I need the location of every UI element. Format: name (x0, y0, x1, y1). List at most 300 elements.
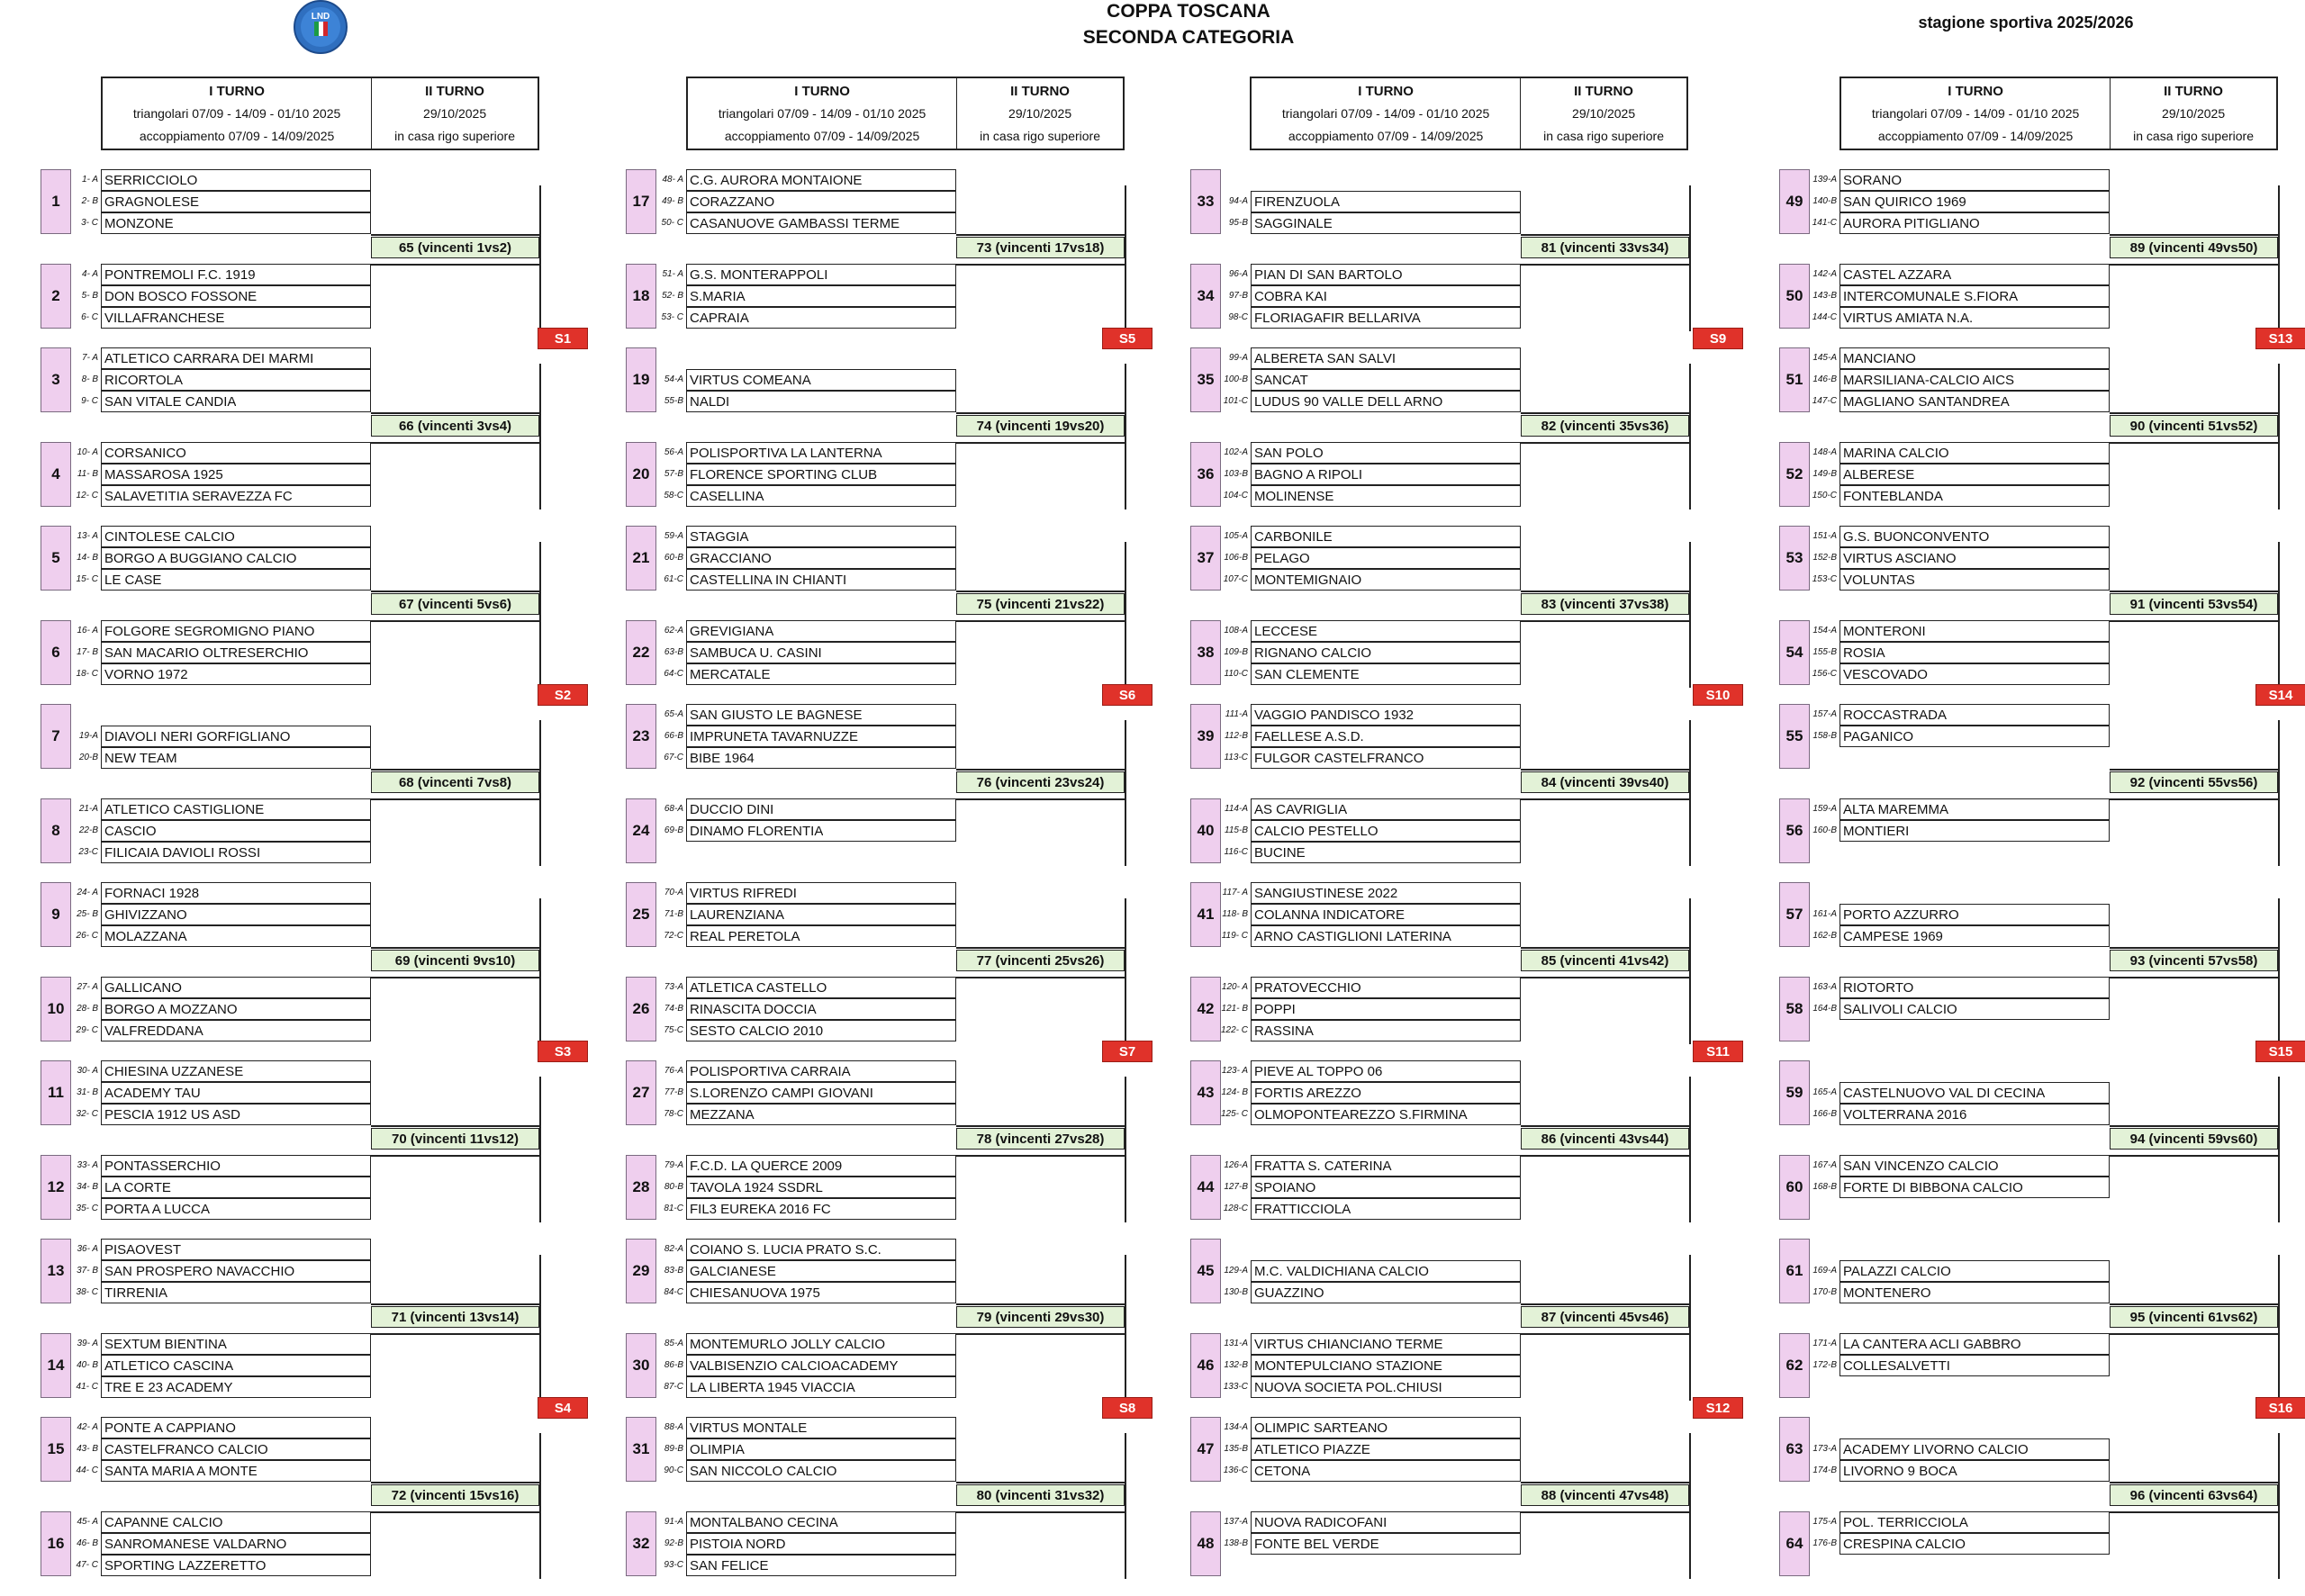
header-turno1: I TURNO (794, 84, 850, 100)
bracket-line (956, 798, 1125, 800)
header-turno2: II TURNO (1010, 84, 1070, 100)
team-code: 99-A (1228, 353, 1248, 363)
group-number: 40 (1190, 798, 1221, 863)
turno1-header (688, 78, 957, 149)
team-code: 172-B (1812, 1360, 1837, 1370)
team-code: 9- C (81, 396, 98, 406)
team-name: PAGANICO (1843, 728, 1914, 744)
team-name: CAPRAIA (690, 310, 749, 326)
team-row (1839, 1355, 2110, 1376)
group-number: 60 (1779, 1155, 1810, 1220)
team-name: VAGGIO PANDISCO 1932 (1254, 707, 1415, 723)
team-code: 64-C (664, 669, 683, 679)
team-row (1251, 882, 1521, 904)
team-name: GREVIGIANA (690, 623, 774, 639)
group-number: 6 (41, 620, 71, 685)
team-row (1251, 820, 1521, 842)
team-code: 63-B (664, 647, 683, 657)
team-row (686, 547, 956, 569)
team-name: MARINA CALCIO (1843, 445, 1949, 461)
team-row (1251, 977, 1521, 998)
team-code: 120- A (1221, 982, 1248, 992)
team-row (1251, 704, 1521, 726)
team-row (686, 925, 956, 947)
bracket-line (2110, 412, 2278, 414)
bracket-connector (1125, 720, 1126, 866)
team-code: 148-A (1812, 447, 1837, 457)
team-name: PIAN DI SAN BARTOLO (1254, 266, 1403, 283)
bracket-line (2110, 1125, 2278, 1127)
team-row (1839, 1104, 2110, 1125)
team-name: CORAZZANO (690, 194, 775, 210)
winner-slot: 91 (vincenti 53vs54) (2110, 593, 2278, 615)
bracket-connector (1689, 720, 1691, 866)
team-row (101, 1376, 371, 1398)
bracket-line (956, 1303, 1125, 1305)
team-row (686, 663, 956, 685)
team-code: 46- B (77, 1538, 98, 1548)
bracket-connector (1689, 1077, 1691, 1222)
team-name: VIRTUS AMIATA N.A. (1843, 310, 1974, 326)
semifinal-badge: S6 (1102, 684, 1152, 706)
team-name: VALBISENZIO CALCIOACADEMY (690, 1357, 899, 1374)
team-code: 44- C (76, 1465, 98, 1475)
team-code: 6- C (81, 312, 98, 322)
team-row (101, 1511, 371, 1533)
team-name: VIRTUS COMEANA (690, 372, 811, 388)
team-row (1251, 464, 1521, 485)
group-number: 12 (41, 1155, 71, 1220)
team-name: NEW TEAM (104, 750, 177, 766)
team-code: 124- B (1221, 1087, 1248, 1097)
team-code: 92-B (664, 1538, 683, 1548)
header-turno1-line3: accoppiamento 07/09 - 14/09/2025 (724, 128, 920, 143)
winner-slot: 94 (vincenti 59vs60) (2110, 1128, 2278, 1150)
team-name: CARBONILE (1254, 528, 1333, 545)
team-name: INTERCOMUNALE S.FIORA (1843, 288, 2019, 304)
team-code: 47- C (76, 1560, 98, 1570)
team-code: 128-C (1223, 1204, 1248, 1213)
team-code: 142-A (1812, 269, 1837, 279)
team-code: 8- B (81, 374, 98, 384)
team-code: 13- A (77, 531, 98, 541)
team-row (1251, 1355, 1521, 1376)
bracket-connector (539, 898, 541, 1044)
team-row (1251, 1260, 1521, 1282)
team-row (686, 464, 956, 485)
bracket-line (2110, 1511, 2278, 1513)
team-code: 36- A (77, 1244, 98, 1254)
team-name: SANCAT (1254, 372, 1308, 388)
team-name: RIGNANO CALCIO (1254, 645, 1372, 661)
group-number: 28 (626, 1155, 656, 1220)
bracket-line (1521, 234, 1689, 236)
team-row (1839, 1177, 2110, 1198)
team-code: 10- A (77, 447, 98, 457)
team-row (101, 620, 371, 642)
team-code: 117- A (1222, 888, 1248, 897)
team-row (1251, 569, 1521, 591)
team-row (101, 391, 371, 412)
team-name: FRATTICCIOLA (1254, 1201, 1351, 1217)
team-name: ALBERETA SAN SALVI (1254, 350, 1397, 366)
team-code: 104-C (1223, 491, 1248, 500)
team-row (101, 526, 371, 547)
group-number: 35 (1190, 347, 1221, 412)
team-row (1839, 726, 2110, 747)
team-code: 85-A (664, 1339, 683, 1348)
team-code: 32- C (76, 1109, 98, 1119)
header-turno1-line2: triangolari 07/09 - 14/09 - 01/10 2025 (1871, 106, 2080, 122)
team-row (1251, 1282, 1521, 1303)
team-name: CASTELFRANCO CALCIO (104, 1441, 268, 1457)
header-turno2-line2: 29/10/2025 (423, 106, 487, 122)
team-name: FLORIAGAFIR BELLARIVA (1254, 310, 1421, 326)
team-row (101, 726, 371, 747)
team-row (101, 1020, 371, 1041)
header-turno2-line3: in casa rigo superiore (394, 128, 515, 143)
team-name: SANTA MARIA A MONTE (104, 1463, 258, 1479)
team-name: SPOIANO (1254, 1179, 1316, 1195)
team-row (686, 1333, 956, 1355)
team-row (1251, 1198, 1521, 1220)
team-name: FAELLESE A.S.D. (1254, 728, 1364, 744)
team-name: DIAVOLI NERI GORFIGLIANO (104, 728, 291, 744)
bracket-connector (1125, 898, 1126, 1044)
team-row (101, 820, 371, 842)
team-name: IMPRUNETA TAVARNUZZE (690, 728, 858, 744)
title-line1: COPPA TOSCANA (1107, 1, 1270, 22)
team-code: 89-B (664, 1444, 683, 1454)
team-name: SERRICCIOLO (104, 172, 198, 188)
team-name: CASTELNUOVO VAL DI CECINA (1843, 1085, 2046, 1101)
team-name: RICORTOLA (104, 372, 183, 388)
group-number: 37 (1190, 526, 1221, 591)
lnd-logo (291, 0, 350, 54)
team-name: ROCCASTRADA (1843, 707, 1948, 723)
team-row (686, 285, 956, 307)
team-code: 143-B (1812, 291, 1837, 301)
team-name: ATLETICO CARRARA DEI MARMI (104, 350, 314, 366)
team-name: RINASCITA DOCCIA (690, 1001, 817, 1017)
team-name: CETONA (1254, 1463, 1311, 1479)
team-row (101, 442, 371, 464)
team-name: ATLETICA CASTELLO (690, 979, 827, 996)
team-name: PRATOVECCHIO (1254, 979, 1361, 996)
team-code: 5- B (81, 291, 98, 301)
header-turno2-line3: in casa rigo superiore (980, 128, 1100, 143)
team-name: ACADEMY LIVORNO CALCIO (1843, 1441, 2029, 1457)
team-code: 157-A (1812, 709, 1837, 719)
team-row (101, 998, 371, 1020)
team-name: S.LORENZO CAMPI GIOVANI (690, 1085, 873, 1101)
semifinal-badge: S2 (538, 684, 588, 706)
team-code: 30- A (77, 1066, 98, 1076)
team-row (686, 526, 956, 547)
winner-slot: 82 (vincenti 35vs36) (1521, 415, 1689, 437)
team-name: POLISPORTIVA CARRAIA (690, 1063, 851, 1079)
team-code: 166-B (1812, 1109, 1837, 1119)
team-name: MASSAROSA 1925 (104, 466, 223, 482)
bracket-line (371, 769, 539, 771)
team-row (686, 904, 956, 925)
team-code: 60-B (664, 553, 683, 563)
team-name: POPPI (1254, 1001, 1296, 1017)
team-code: 55-B (664, 396, 683, 406)
team-row (1839, 464, 2110, 485)
team-row (1839, 904, 2110, 925)
team-code: 67-C (664, 753, 683, 762)
group-number: 14 (41, 1333, 71, 1398)
team-row (101, 747, 371, 769)
team-name: NUOVA SOCIETA POL.CHIUSI (1254, 1379, 1442, 1395)
bracket-connector (2278, 1077, 2280, 1222)
team-code: 76-A (664, 1066, 683, 1076)
team-row (686, 369, 956, 391)
team-name: MAGLIANO SANTANDREA (1843, 393, 2010, 410)
team-name: MONZONE (104, 215, 174, 231)
team-name: CASTEL AZZARA (1843, 266, 1952, 283)
team-code: 27- A (77, 982, 98, 992)
semifinal-badge: S8 (1102, 1397, 1152, 1419)
team-name: MOLINENSE (1254, 488, 1334, 504)
team-code: 40- B (77, 1360, 98, 1370)
group-number: 4 (41, 442, 71, 507)
bracket-line (2110, 1155, 2278, 1157)
team-name: SEXTUM BIENTINA (104, 1336, 227, 1352)
header-turno1-line2: triangolari 07/09 - 14/09 - 01/10 2025 (1281, 106, 1490, 122)
team-row (1251, 1333, 1521, 1355)
bracket-line (956, 947, 1125, 949)
team-name: VIRTUS ASCIANO (1843, 550, 1957, 566)
group-number: 44 (1190, 1155, 1221, 1220)
bracket-connector (539, 1077, 541, 1222)
team-row (1839, 285, 2110, 307)
team-name: OLIMPIC SARTEANO (1254, 1420, 1388, 1436)
team-row (101, 1177, 371, 1198)
team-name: ARNO CASTIGLIONI LATERINA (1254, 928, 1451, 944)
team-code: 131-A (1224, 1339, 1248, 1348)
team-row (1839, 1460, 2110, 1482)
team-row (1251, 191, 1521, 212)
header-turno2: II TURNO (2164, 84, 2223, 100)
team-row (1251, 369, 1521, 391)
team-name: FIL3 EUREKA 2016 FC (690, 1201, 831, 1217)
team-row (686, 1438, 956, 1460)
group-number: 26 (626, 977, 656, 1041)
team-row (1251, 642, 1521, 663)
team-row (1839, 820, 2110, 842)
team-name: VIRTUS MONTALE (690, 1420, 808, 1436)
team-name: ATLETICO PIAZZE (1254, 1441, 1370, 1457)
group-number: 11 (41, 1060, 71, 1125)
team-name: SAN FELICE (690, 1557, 769, 1573)
team-name: FOLGORE SEGROMIGNO PIANO (104, 623, 315, 639)
team-name: SALAVETITIA SERAVEZZA FC (104, 488, 293, 504)
title-line2: SECONDA CATEGORIA (1082, 27, 1295, 48)
team-row (686, 1155, 956, 1177)
team-name: RASSINA (1254, 1023, 1314, 1039)
bracket-line (1521, 1125, 1689, 1127)
team-name: CORSANICO (104, 445, 186, 461)
team-code: 4- A (82, 269, 98, 279)
winner-slot: 90 (vincenti 51vs52) (2110, 415, 2278, 437)
team-code: 115-B (1225, 825, 1248, 835)
team-name: TAVOLA 1924 SSDRL (690, 1179, 823, 1195)
winner-slot: 81 (vincenti 33vs34) (1521, 237, 1689, 258)
team-code: 38- C (76, 1287, 98, 1297)
team-name: NALDI (690, 393, 730, 410)
team-row (686, 1239, 956, 1260)
team-name: BAGNO A RIPOLI (1254, 466, 1363, 482)
winner-slot: 93 (vincenti 57vs58) (2110, 950, 2278, 971)
group-number: 10 (41, 977, 71, 1041)
team-name: LAURENZIANA (690, 906, 785, 923)
team-row (686, 642, 956, 663)
team-code: 146-B (1812, 374, 1837, 384)
team-row (1251, 1177, 1521, 1198)
team-row (686, 1198, 956, 1220)
team-name: SAN VINCENZO CALCIO (1843, 1158, 1999, 1174)
team-code: 118- B (1222, 909, 1248, 919)
team-row (1839, 307, 2110, 329)
team-code: 161-A (1812, 909, 1837, 919)
team-name: FONTEBLANDA (1843, 488, 1943, 504)
team-name: FRATTA S. CATERINA (1254, 1158, 1392, 1174)
team-code: 171-A (1812, 1339, 1837, 1348)
semifinal-badge: S15 (2255, 1041, 2305, 1062)
winner-slot: 83 (vincenti 37vs38) (1521, 593, 1689, 615)
team-name: LA CORTE (104, 1179, 171, 1195)
team-code: 110-C (1224, 669, 1248, 679)
team-name: BORGO A MOZZANO (104, 1001, 238, 1017)
bracket-line (956, 412, 1125, 414)
group-number: 43 (1190, 1060, 1221, 1125)
team-name: MOLAZZANA (104, 928, 187, 944)
team-code: 176-B (1812, 1538, 1837, 1548)
team-code: 102-A (1224, 447, 1248, 457)
team-row (1839, 169, 2110, 191)
semifinal-badge: S3 (538, 1041, 588, 1062)
bracket-connector (539, 542, 541, 688)
team-name: SAN PROSPERO NAVACCHIO (104, 1263, 295, 1279)
team-name: CRESPINA CALCIO (1843, 1536, 1966, 1552)
bracket-line (2110, 591, 2278, 592)
team-code: 69-B (664, 825, 683, 835)
team-code: 11- B (77, 469, 98, 479)
header-turno1-line2: triangolari 07/09 - 14/09 - 01/10 2025 (132, 106, 341, 122)
group-number: 50 (1779, 264, 1810, 329)
team-code: 101-C (1223, 396, 1248, 406)
column-header (1839, 77, 2278, 150)
winner-slot: 79 (vincenti 29vs30) (956, 1306, 1125, 1328)
team-name: GHIVIZZANO (104, 906, 187, 923)
team-row (686, 391, 956, 412)
bracket-line (1521, 1155, 1689, 1157)
team-row (686, 1355, 956, 1376)
group-number: 46 (1190, 1333, 1221, 1398)
bracket-line (371, 442, 539, 444)
team-code: 39- A (77, 1339, 98, 1348)
team-code: 24- A (77, 888, 98, 897)
team-code: 116-C (1224, 847, 1248, 857)
group-number: 36 (1190, 442, 1221, 507)
team-name: PISAOVEST (104, 1241, 182, 1258)
team-code: 154-A (1812, 626, 1837, 636)
team-name: SANROMANESE VALDARNO (104, 1536, 287, 1552)
team-row (1251, 485, 1521, 507)
team-code: 70-A (664, 888, 683, 897)
team-row (1839, 547, 2110, 569)
group-number: 59 (1779, 1060, 1810, 1125)
team-code: 100-B (1224, 374, 1248, 384)
team-code: 114-A (1225, 804, 1248, 814)
team-name: SPORTING LAZZERETTO (104, 1557, 267, 1573)
team-row (1251, 726, 1521, 747)
team-name: DUCCIO DINI (690, 801, 774, 817)
group-number: 41 (1190, 882, 1221, 947)
bracket-connector (2278, 898, 2280, 1044)
team-row (1839, 977, 2110, 998)
team-code: 141-C (1812, 218, 1837, 228)
winner-slot: 85 (vincenti 41vs42) (1521, 950, 1689, 971)
semifinal-badge: S16 (2255, 1397, 2305, 1419)
winner-slot: 76 (vincenti 23vs24) (956, 771, 1125, 793)
team-row (1839, 264, 2110, 285)
team-name: SAN QUIRICO 1969 (1843, 194, 1966, 210)
team-name: G.S. MONTERAPPOLI (690, 266, 828, 283)
bracket-line (371, 1303, 539, 1305)
winner-slot: 69 (vincenti 9vs10) (371, 950, 539, 971)
bracket-line (956, 442, 1125, 444)
team-name: PIEVE AL TOPPO 06 (1254, 1063, 1383, 1079)
group-number: 25 (626, 882, 656, 947)
group-number: 22 (626, 620, 656, 685)
team-code: 88-A (664, 1422, 683, 1432)
group-number: 16 (41, 1511, 71, 1576)
bracket-line (1521, 769, 1689, 771)
team-row (1251, 212, 1521, 234)
team-name: CASANUOVE GAMBASSI TERME (690, 215, 900, 231)
team-row (1839, 704, 2110, 726)
team-name: G.S. BUONCONVENTO (1843, 528, 1990, 545)
team-name: REAL PERETOLA (690, 928, 800, 944)
team-row (1251, 1511, 1521, 1533)
semifinal-badge: S10 (1693, 684, 1743, 706)
group-number: 27 (626, 1060, 656, 1125)
bracket-line (1521, 977, 1689, 978)
team-code: 45- A (77, 1517, 98, 1527)
team-code: 95-B (1228, 218, 1248, 228)
team-row (686, 169, 956, 191)
team-code: 97-B (1228, 291, 1248, 301)
team-code: 112-B (1225, 731, 1248, 741)
group-number: 2 (41, 264, 71, 329)
team-row (1251, 307, 1521, 329)
bracket-connector (1125, 1077, 1126, 1222)
group-number: 47 (1190, 1417, 1221, 1482)
team-row (1251, 1060, 1521, 1082)
winner-slot: 66 (vincenti 3vs4) (371, 415, 539, 437)
team-code: 57-B (664, 469, 683, 479)
team-name: BORGO A BUGGIANO CALCIO (104, 550, 297, 566)
team-name: OLMOPONTEAREZZO S.FIRMINA (1254, 1106, 1468, 1123)
team-row (686, 1260, 956, 1282)
team-name: PALAZZI CALCIO (1843, 1263, 1951, 1279)
team-name: MONTEMURLO JOLLY CALCIO (690, 1336, 885, 1352)
winner-slot: 67 (vincenti 5vs6) (371, 593, 539, 615)
team-code: 54-A (664, 374, 683, 384)
